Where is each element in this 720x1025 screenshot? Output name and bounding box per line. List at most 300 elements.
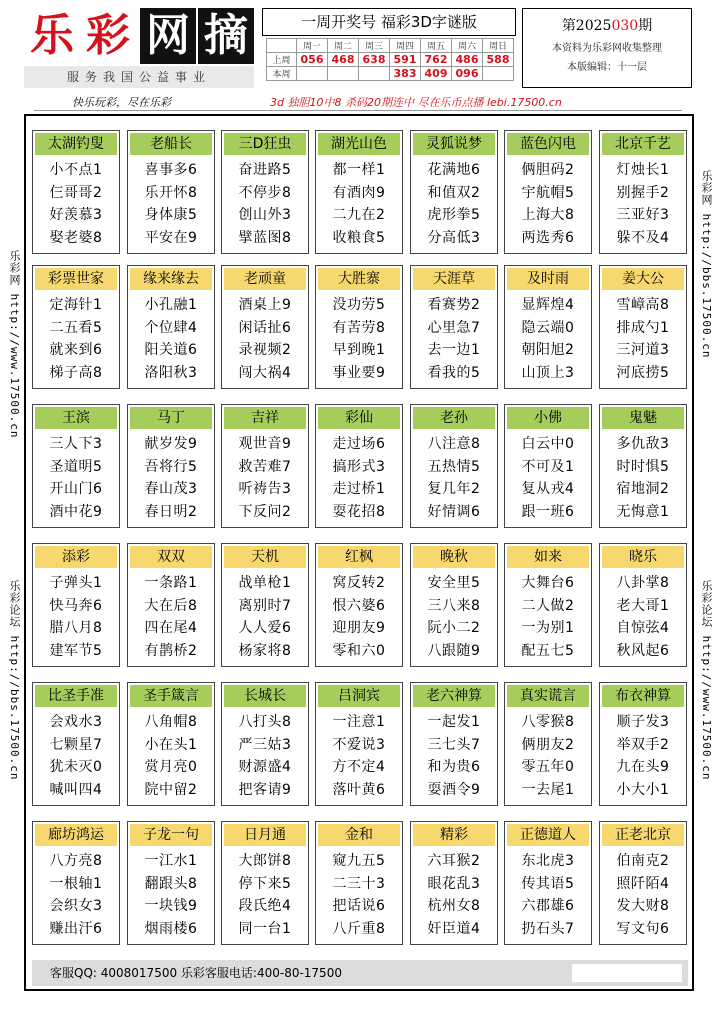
card-body bbox=[411, 709, 497, 801]
prediction-card bbox=[410, 130, 498, 254]
riddle-line: 八卦掌8 bbox=[616, 575, 670, 591]
riddle-line: 翻跟头8 bbox=[144, 875, 198, 892]
riddle-line: 定海针1 bbox=[49, 297, 103, 313]
riddle-line: 犹未灭0 bbox=[49, 759, 103, 775]
week-header: 周日 bbox=[483, 39, 514, 53]
card-body bbox=[33, 157, 119, 249]
card-body bbox=[600, 431, 686, 523]
riddle-line: 花满地6 bbox=[427, 162, 481, 178]
card-author: 彩仙 bbox=[318, 407, 400, 429]
riddle-line: 六耳猴2 bbox=[427, 853, 481, 869]
card-body bbox=[222, 157, 308, 249]
riddle-line: 复几年2 bbox=[427, 481, 481, 497]
card-author: 金和 bbox=[318, 824, 400, 846]
card-body bbox=[33, 570, 119, 662]
week-header: 周三 bbox=[359, 39, 390, 53]
riddle-line: 眼花乱3 bbox=[427, 875, 481, 892]
card-author: 湖光山色 bbox=[318, 133, 400, 155]
riddle-line: 迎朋友9 bbox=[332, 620, 386, 636]
riddle-line: 一块钱9 bbox=[144, 898, 198, 914]
card-body bbox=[505, 709, 591, 801]
card-body bbox=[33, 848, 119, 940]
prediction-card bbox=[599, 682, 687, 806]
riddle-line: 仨哥哥2 bbox=[49, 184, 103, 201]
card-body bbox=[600, 848, 686, 940]
riddle-line: 顺子发3 bbox=[616, 714, 670, 730]
card-author: 马丁 bbox=[130, 407, 212, 429]
riddle-line: 梯子高8 bbox=[49, 364, 103, 381]
riddle-line: 事业要9 bbox=[332, 364, 386, 381]
riddle-line: 无悔意1 bbox=[616, 503, 670, 520]
riddle-line: 大郎饼8 bbox=[238, 853, 292, 869]
card-body bbox=[33, 709, 119, 801]
riddle-line: 俩胆码2 bbox=[521, 162, 575, 178]
riddle-line: 不可及1 bbox=[521, 458, 575, 475]
riddle-line: 擘蓝图8 bbox=[238, 229, 292, 246]
prediction-card bbox=[127, 265, 215, 389]
riddle-line: 二三十3 bbox=[332, 875, 386, 892]
prediction-card bbox=[221, 543, 309, 667]
card-author: 日月通 bbox=[224, 824, 306, 846]
riddle-line: 八跟随9 bbox=[427, 642, 481, 659]
card-author: 老六神算 bbox=[413, 685, 495, 707]
card-author: 长城长 bbox=[224, 685, 306, 707]
card-body bbox=[222, 570, 308, 662]
prediction-card bbox=[599, 821, 687, 945]
riddle-line: 七颗星7 bbox=[49, 736, 103, 753]
riddle-line: 不爱说3 bbox=[332, 736, 386, 753]
prediction-card bbox=[315, 404, 403, 528]
card-author: 缘来缘去 bbox=[130, 268, 212, 290]
riddle-line: 看赛势2 bbox=[427, 297, 481, 313]
riddle-line: 扔石头7 bbox=[521, 920, 575, 937]
riddle-line: 八斤重8 bbox=[332, 920, 386, 937]
card-author: 廊坊鸿运 bbox=[35, 824, 117, 846]
riddle-line: 听祷告3 bbox=[238, 481, 292, 497]
riddle-line: 赚出汗6 bbox=[49, 920, 103, 937]
riddle-line: 和为贵6 bbox=[427, 759, 481, 775]
riddle-line: 一起发1 bbox=[427, 714, 481, 730]
card-body bbox=[600, 570, 686, 662]
prediction-card bbox=[504, 265, 592, 389]
riddle-line: 乐开怀8 bbox=[144, 184, 198, 201]
riddle-line: 一注意1 bbox=[332, 714, 386, 730]
riddle-line: 献岁发9 bbox=[144, 436, 198, 452]
riddle-line: 零和六0 bbox=[332, 642, 386, 659]
riddle-line: 八打头8 bbox=[238, 714, 292, 730]
card-body bbox=[316, 157, 402, 249]
riddle-line: 小孔融1 bbox=[144, 297, 198, 313]
prediction-card bbox=[599, 265, 687, 389]
riddle-line: 和值双2 bbox=[427, 184, 481, 201]
site-logo bbox=[24, 8, 254, 64]
card-author: 双双 bbox=[130, 546, 212, 568]
week-header: 周六 bbox=[452, 39, 483, 53]
table-corner bbox=[267, 39, 297, 53]
riddle-line: 观世音9 bbox=[238, 436, 292, 452]
riddle-line: 搞形式3 bbox=[332, 458, 386, 475]
prediction-card bbox=[127, 821, 215, 945]
card-author: 天涯草 bbox=[413, 268, 495, 290]
prediction-card bbox=[315, 543, 403, 667]
riddle-line: 显辉煌4 bbox=[521, 297, 575, 313]
card-author: 太湖钓叟 bbox=[35, 133, 117, 155]
card-body bbox=[600, 709, 686, 801]
draw-results-table bbox=[266, 38, 514, 81]
riddle-line: 春山茂3 bbox=[144, 481, 198, 497]
card-author: 添彩 bbox=[35, 546, 117, 568]
riddle-line: 酒桌上9 bbox=[238, 297, 292, 313]
card-author: 及时雨 bbox=[507, 268, 589, 290]
card-body bbox=[411, 570, 497, 662]
riddle-line: 落叶黄6 bbox=[332, 781, 386, 798]
prediction-card bbox=[599, 543, 687, 667]
riddle-line: 五热情5 bbox=[427, 458, 481, 475]
prediction-card bbox=[221, 265, 309, 389]
riddle-line: 烟雨楼6 bbox=[144, 920, 198, 937]
card-author: 三D狂虫 bbox=[224, 133, 306, 155]
riddle-line: 小不点1 bbox=[49, 162, 103, 178]
riddle-line: 九在头9 bbox=[616, 759, 670, 775]
riddle-line: 赏月亮0 bbox=[144, 759, 198, 775]
card-author: 北京千艺 bbox=[602, 133, 684, 155]
riddle-line: 会织女3 bbox=[49, 898, 103, 914]
card-author: 蓝色闪电 bbox=[507, 133, 589, 155]
riddle-line: 看我的5 bbox=[427, 364, 481, 381]
draw-number: 096 bbox=[452, 67, 483, 81]
card-body bbox=[505, 431, 591, 523]
riddle-line: 严三姑3 bbox=[238, 736, 292, 753]
riddle-line: 会戏水3 bbox=[49, 714, 103, 730]
card-body bbox=[222, 431, 308, 523]
prediction-card bbox=[504, 130, 592, 254]
card-body bbox=[411, 292, 497, 384]
riddle-line: 隐云端0 bbox=[521, 319, 575, 336]
logo-char-3: 网 bbox=[140, 8, 196, 64]
riddle-line: 都一样1 bbox=[332, 162, 386, 178]
card-body bbox=[316, 431, 402, 523]
card-body bbox=[128, 570, 214, 662]
riddle-line: 去一边1 bbox=[427, 342, 481, 358]
riddle-line: 走过桥1 bbox=[332, 481, 386, 497]
riddle-line: 下反问2 bbox=[238, 503, 292, 520]
card-author: 鬼魅 bbox=[602, 407, 684, 429]
card-author: 真实谎言 bbox=[507, 685, 589, 707]
card-author: 老孙 bbox=[413, 407, 495, 429]
card-author: 圣手箴言 bbox=[130, 685, 212, 707]
riddle-line: 段氏绝4 bbox=[238, 898, 292, 914]
riddle-line: 好情调6 bbox=[427, 503, 481, 520]
card-author: 正老北京 bbox=[602, 824, 684, 846]
draw-number: 762 bbox=[421, 53, 452, 67]
card-body bbox=[600, 157, 686, 249]
riddle-line: 喊叫四4 bbox=[49, 781, 103, 798]
week-header: 周二 bbox=[328, 39, 359, 53]
riddle-line: 三人下3 bbox=[49, 436, 103, 452]
riddle-line: 人人爱6 bbox=[238, 620, 292, 636]
card-author: 子龙一句 bbox=[130, 824, 212, 846]
riddle-line: 白云中0 bbox=[521, 436, 575, 452]
issue-note: 本资料为乐彩网收集整理 bbox=[552, 43, 662, 54]
riddle-line: 时时惧5 bbox=[616, 458, 670, 475]
riddle-line: 一江水1 bbox=[144, 853, 198, 869]
logo-char-2: 彩 bbox=[86, 10, 130, 61]
riddle-line: 上海大8 bbox=[521, 207, 575, 223]
issue-prefix: 第2025 bbox=[561, 18, 612, 34]
draw-number: 056 bbox=[297, 53, 328, 67]
riddle-line: 窥九五5 bbox=[332, 853, 386, 869]
card-body bbox=[128, 431, 214, 523]
prediction-card bbox=[32, 821, 120, 945]
riddle-line: 奸臣道4 bbox=[427, 920, 481, 937]
card-author: 灵狐说梦 bbox=[413, 133, 495, 155]
riddle-line: 杭州女8 bbox=[427, 898, 481, 914]
slogan: 服务我国公益事业 bbox=[24, 66, 254, 88]
prediction-card bbox=[221, 130, 309, 254]
riddle-line: 耍酒令9 bbox=[427, 781, 481, 798]
draw-number: 638 bbox=[359, 53, 390, 67]
prediction-card bbox=[410, 821, 498, 945]
riddle-line: 三河道3 bbox=[616, 342, 670, 358]
card-body bbox=[128, 157, 214, 249]
riddle-line: 大在后8 bbox=[144, 597, 198, 614]
riddle-line: 三亚好3 bbox=[616, 207, 670, 223]
riddle-line: 二九在2 bbox=[332, 207, 386, 223]
tagline-promo[interactable]: 3d 独胆10中8 杀码20期连中 尽在乐币点播 lebi.17500.cn bbox=[270, 96, 562, 109]
issue-num: 030 bbox=[611, 18, 639, 34]
riddle-line: 好羡慕3 bbox=[49, 207, 103, 223]
riddle-line: 多仇敌3 bbox=[616, 436, 670, 452]
draw-number: 468 bbox=[328, 53, 359, 67]
riddle-line: 就来到6 bbox=[49, 342, 103, 358]
prediction-card bbox=[221, 404, 309, 528]
riddle-line: 八方亮8 bbox=[49, 853, 103, 869]
prediction-card bbox=[32, 543, 120, 667]
riddle-line: 安全里5 bbox=[427, 575, 481, 591]
riddle-line: 平安在9 bbox=[144, 229, 198, 246]
prediction-card bbox=[127, 130, 215, 254]
week-header: 周四 bbox=[390, 39, 421, 53]
prediction-card bbox=[127, 682, 215, 806]
riddle-line: 虎形拳5 bbox=[427, 207, 481, 223]
riddle-line: 战单枪1 bbox=[238, 575, 292, 591]
prediction-card bbox=[315, 130, 403, 254]
riddle-line: 写文句6 bbox=[616, 920, 670, 937]
riddle-line: 喜事多6 bbox=[144, 162, 198, 178]
riddle-line: 不停步8 bbox=[238, 184, 292, 201]
prediction-card bbox=[315, 265, 403, 389]
riddle-line: 灯烛长1 bbox=[616, 162, 670, 178]
riddle-line: 一去尾1 bbox=[521, 781, 575, 798]
riddle-line: 腊八月8 bbox=[49, 620, 103, 636]
card-author: 红枫 bbox=[318, 546, 400, 568]
draw-number: 383 bbox=[390, 67, 421, 81]
riddle-line: 阮小二2 bbox=[427, 620, 481, 636]
prediction-card bbox=[32, 404, 120, 528]
card-body bbox=[316, 848, 402, 940]
riddle-line: 娶老婆8 bbox=[49, 229, 103, 246]
riddle-line: 小在头1 bbox=[144, 736, 198, 753]
prediction-card bbox=[410, 265, 498, 389]
riddle-line: 快马奔6 bbox=[49, 597, 103, 614]
prediction-card bbox=[32, 130, 120, 254]
draw-number: 588 bbox=[483, 53, 514, 67]
card-author: 比圣手准 bbox=[35, 685, 117, 707]
logo-char-1: 乐 bbox=[30, 10, 74, 61]
riddle-line: 身体康5 bbox=[144, 207, 198, 223]
card-author: 精彩 bbox=[413, 824, 495, 846]
riddle-line: 创山外3 bbox=[238, 207, 292, 223]
riddle-line: 八零猴8 bbox=[521, 714, 575, 730]
riddle-line: 秋风起6 bbox=[616, 642, 670, 659]
riddle-line: 早到晚1 bbox=[332, 342, 386, 358]
riddle-line: 有苦劳8 bbox=[332, 319, 386, 336]
riddle-line: 有鹊桥2 bbox=[144, 642, 198, 659]
riddle-line: 照阡陌4 bbox=[616, 875, 670, 892]
card-body bbox=[505, 848, 591, 940]
card-body bbox=[316, 709, 402, 801]
riddle-line: 把客请9 bbox=[238, 781, 292, 798]
riddle-line: 二人做2 bbox=[521, 597, 575, 614]
table-row bbox=[267, 67, 514, 81]
riddle-line: 子弹头1 bbox=[49, 575, 103, 591]
riddle-line: 宇航帽5 bbox=[521, 184, 575, 201]
riddle-line: 别握手2 bbox=[616, 184, 670, 201]
tagline-left: 快乐玩彩，尽在乐彩 bbox=[72, 96, 171, 109]
issue-box bbox=[522, 8, 692, 88]
prediction-card bbox=[504, 682, 592, 806]
card-author: 天机 bbox=[224, 546, 306, 568]
draw-number: 409 bbox=[421, 67, 452, 81]
riddle-line: 闲话扯6 bbox=[238, 319, 292, 336]
riddle-line: 三七头7 bbox=[427, 736, 481, 753]
week-header: 周一 bbox=[297, 39, 328, 53]
draw-number bbox=[359, 67, 390, 81]
riddle-line: 闯大祸4 bbox=[238, 364, 292, 381]
prediction-card bbox=[410, 682, 498, 806]
issue-number bbox=[523, 15, 691, 35]
prediction-card bbox=[410, 543, 498, 667]
riddle-line: 两选秀6 bbox=[521, 229, 575, 246]
prediction-card bbox=[504, 821, 592, 945]
card-author: 晓乐 bbox=[602, 546, 684, 568]
riddle-line: 收粮食5 bbox=[332, 229, 386, 246]
riddle-line: 窝反转2 bbox=[332, 575, 386, 591]
card-author: 布衣神算 bbox=[602, 685, 684, 707]
riddle-line: 酒中花9 bbox=[49, 503, 103, 520]
footer-blank-box bbox=[572, 964, 682, 982]
card-author: 老顽童 bbox=[224, 268, 306, 290]
card-author: 彩票世家 bbox=[35, 268, 117, 290]
card-body bbox=[505, 292, 591, 384]
card-author: 吕洞宾 bbox=[318, 685, 400, 707]
card-body bbox=[316, 570, 402, 662]
riddle-line: 躲不及4 bbox=[616, 229, 670, 246]
card-body bbox=[128, 292, 214, 384]
side-text-left-bottom: 乐彩论坛 http://bbs.17500.cn bbox=[8, 580, 21, 781]
prediction-card bbox=[599, 404, 687, 528]
riddle-line: 配五七5 bbox=[521, 642, 575, 659]
riddle-line: 一为别1 bbox=[521, 620, 575, 636]
riddle-line: 吾将行5 bbox=[144, 458, 198, 475]
riddle-line: 离别时7 bbox=[238, 597, 292, 614]
card-author: 正德道人 bbox=[507, 824, 589, 846]
riddle-line: 走过场6 bbox=[332, 436, 386, 452]
card-author: 晚秋 bbox=[413, 546, 495, 568]
table-row bbox=[267, 53, 514, 67]
riddle-line: 老大哥1 bbox=[616, 597, 670, 614]
card-author: 小佛 bbox=[507, 407, 589, 429]
card-body bbox=[33, 431, 119, 523]
riddle-line: 一根轴1 bbox=[49, 875, 103, 892]
riddle-line: 跟一班6 bbox=[521, 503, 575, 520]
riddle-line: 恨六婆6 bbox=[332, 597, 386, 614]
riddle-line: 方不定4 bbox=[332, 759, 386, 775]
card-body bbox=[316, 292, 402, 384]
riddle-line: 四在尾4 bbox=[144, 620, 198, 636]
prediction-card bbox=[32, 682, 120, 806]
row-label: 上周 bbox=[267, 53, 297, 67]
riddle-line: 朝阳旭2 bbox=[521, 342, 575, 358]
prediction-card bbox=[410, 404, 498, 528]
card-body bbox=[33, 292, 119, 384]
riddle-line: 宿地洞2 bbox=[616, 481, 670, 497]
table-header-row bbox=[267, 39, 514, 53]
riddle-line: 传其语5 bbox=[521, 875, 575, 892]
riddle-line: 俩朋友2 bbox=[521, 736, 575, 753]
riddle-line: 把话说6 bbox=[332, 898, 386, 914]
riddle-line: 八角帽8 bbox=[144, 714, 198, 730]
prediction-card bbox=[599, 130, 687, 254]
card-body bbox=[505, 570, 591, 662]
riddle-line: 六郡雄6 bbox=[521, 898, 575, 914]
card-body bbox=[128, 709, 214, 801]
draw-number bbox=[297, 67, 328, 81]
riddle-line: 东北虎3 bbox=[521, 853, 575, 869]
riddle-line: 二五看5 bbox=[49, 319, 103, 336]
page-title: 一周开奖号 福彩3D字谜版 bbox=[262, 8, 516, 36]
riddle-line: 个位肆4 bbox=[144, 319, 198, 336]
riddle-line: 八注意8 bbox=[427, 436, 481, 452]
footer-bar bbox=[32, 960, 688, 986]
card-body bbox=[222, 292, 308, 384]
riddle-line: 春日明2 bbox=[144, 503, 198, 520]
riddle-line: 没功劳5 bbox=[332, 297, 386, 313]
riddle-line: 零五年0 bbox=[521, 759, 575, 775]
side-text-left-top: 乐彩网 http://www.17500.cn bbox=[8, 250, 21, 439]
riddle-line: 院中留2 bbox=[144, 781, 198, 798]
card-author: 老船长 bbox=[130, 133, 212, 155]
prediction-card bbox=[315, 821, 403, 945]
card-body bbox=[411, 848, 497, 940]
riddle-line: 分高低3 bbox=[427, 229, 481, 246]
riddle-line: 小大小1 bbox=[616, 781, 670, 798]
riddle-line: 救苦难7 bbox=[238, 458, 292, 475]
card-body bbox=[128, 848, 214, 940]
riddle-line: 雪嶂高8 bbox=[616, 297, 670, 313]
card-body bbox=[411, 431, 497, 523]
riddle-line: 同一台1 bbox=[238, 920, 292, 937]
riddle-line: 三八来8 bbox=[427, 597, 481, 614]
card-author: 大胜寨 bbox=[318, 268, 400, 290]
riddle-line: 山顶上3 bbox=[521, 364, 575, 381]
draw-number: 591 bbox=[390, 53, 421, 67]
riddle-line: 伯南克2 bbox=[616, 853, 670, 869]
riddle-line: 建军节5 bbox=[49, 642, 103, 659]
footer-contact: 客服QQ: 4008017500 乐彩客服电话:400-80-17500 bbox=[50, 966, 342, 980]
riddle-line: 心里急7 bbox=[427, 319, 481, 336]
issue-editor: 本版编辑：十一层 bbox=[567, 62, 647, 73]
